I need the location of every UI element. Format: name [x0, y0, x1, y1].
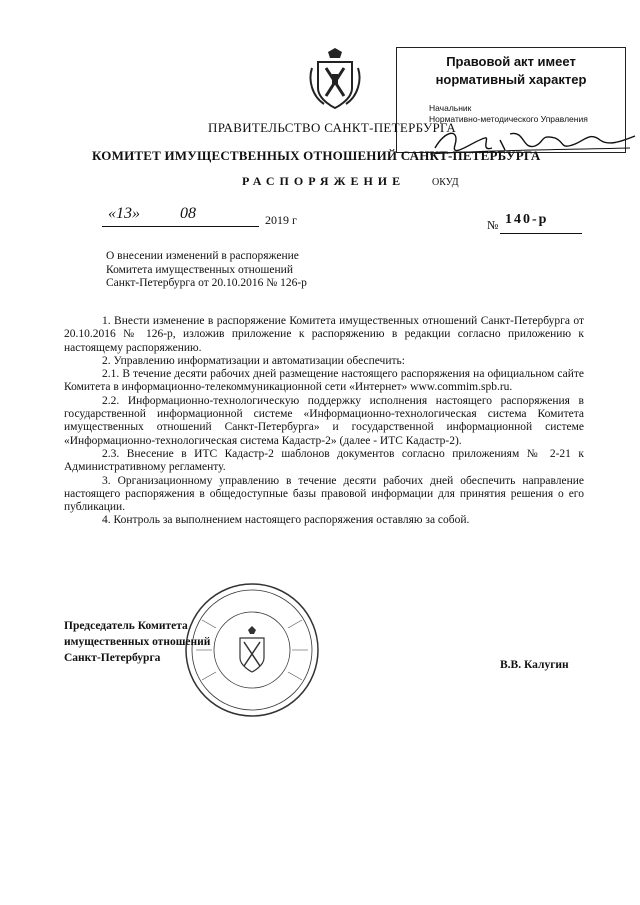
- paragraph-3: 3. Организационному управлению в течение десяти рабочих дней обеспечить направление настоящего распоряжения в общедоступные базы правовой информации для принятия решения о его публикации.: [64, 474, 584, 514]
- signatory-name: В.В. Калугин: [500, 659, 569, 671]
- stamp-department-label: Нормативно-методического Управления: [429, 114, 588, 124]
- okud-label: ОКУД: [432, 177, 459, 188]
- position-line: имущественных отношений: [64, 636, 211, 648]
- paragraph-2-1: 2.1. В течение десяти рабочих дней размещение настоящего распоряжения на официальном сайте Комитета в информационно-телекоммуникационной сети «Интернет» www.commim.spb.ru.: [64, 368, 584, 394]
- document-body: [64, 315, 584, 528]
- government-heading: ПРАВИТЕЛЬСТВО САНКТ-ПЕТЕРБУРГА: [208, 120, 457, 135]
- number-sign: №: [487, 218, 499, 232]
- date-year: 2019 г: [265, 213, 297, 227]
- date-day: «13»: [108, 205, 140, 222]
- position-line: Санкт-Петербурга: [64, 652, 161, 664]
- document-number: 140-р: [505, 212, 549, 227]
- paragraph-2-2: 2.2. Информационно-технологическую поддержку исполнения настоящего распоряжения в государственной информационной системе «Информационно-технологическая система Комитета имущественных отношений Санкт-Петербурга» и государственной информационной системе «Информационно-технологическая система Кадастр-2» (далее - ИТС Кадастр-2).: [64, 394, 584, 447]
- subject-line: О внесении изменений в распоряжение: [106, 250, 299, 262]
- date-month: 08: [180, 205, 196, 222]
- paragraph-2-3: 2.3. Внесение в ИТС Кадастр-2 шаблонов документов согласно приложениям № 2-21 к Административному регламенту.: [64, 447, 584, 474]
- paragraph-2: 2. Управлению информатизации и автоматизации обеспечить:: [102, 354, 405, 367]
- committee-heading: КОМИТЕТ ИМУЩЕСТВЕННЫХ ОТНОШЕНИЙ САНКТ-ПЕТЕРБУРГА: [92, 148, 541, 163]
- subject-line: Комитета имущественных отношений: [106, 263, 293, 276]
- position-line: Председатель Комитета: [64, 620, 188, 632]
- paragraph-1: 1. Внести изменение в распоряжение Комитета имущественных отношений Санкт-Петербурга от 20.10.2016 № 126-р, изложив приложение к распоряжению в редакции согласно приложению к настоящему распоряжению.: [64, 315, 584, 354]
- subject-line: Санкт-Петербурга от 20.10.2016 № 126-р: [106, 277, 307, 289]
- stamp-title-line1: Правовой акт имеет: [446, 54, 576, 69]
- date-underline: [102, 226, 259, 227]
- signatory-position: [64, 618, 210, 666]
- coat-of-arms-icon: [308, 48, 362, 112]
- document-type-title: РАСПОРЯЖЕНИЕ: [242, 174, 406, 188]
- stamp-title-line2: нормативный характер: [435, 72, 587, 87]
- number-underline: [500, 233, 582, 234]
- document-subject: [106, 250, 307, 291]
- stamp-head-label: Начальник: [429, 103, 472, 113]
- paragraph-4: 4. Контроль за выполнением настоящего распоряжения оставляю за собой.: [102, 514, 470, 527]
